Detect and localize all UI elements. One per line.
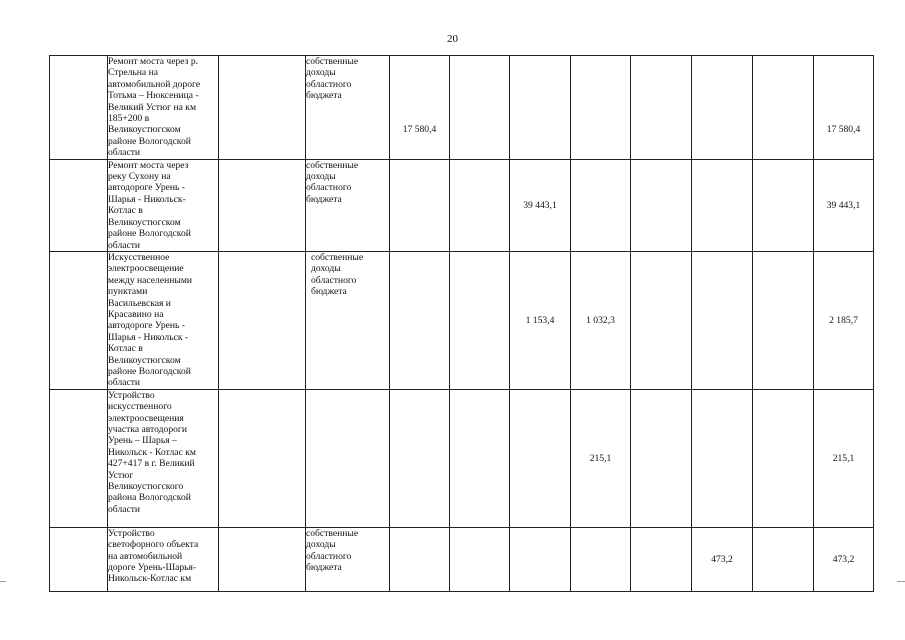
total-cell: 17 580,4 (814, 56, 874, 160)
value-cell: 1 153,4 (510, 251, 571, 389)
value-cell (510, 389, 571, 527)
page-number: 20 (447, 33, 458, 45)
empty-cell (219, 527, 306, 591)
value-cell (571, 56, 631, 160)
value-cell (692, 389, 753, 527)
value-cell (692, 251, 753, 389)
funding-source-cell: собственные доходы областного бюджета (306, 251, 390, 389)
value-cell (631, 527, 692, 591)
value-cell (571, 159, 631, 251)
value-cell (390, 389, 450, 527)
value-cell (631, 251, 692, 389)
total-cell: 473,2 (814, 527, 874, 591)
funding-source-cell: собственные доходы областного бюджета (306, 159, 390, 251)
scan-edge-mark-left (0, 581, 6, 582)
value-cell (753, 389, 814, 527)
index-cell (50, 389, 108, 527)
value-cell (390, 527, 450, 591)
table-row (50, 251, 874, 389)
empty-cell (219, 159, 306, 251)
total-cell: 39 443,1 (814, 159, 874, 251)
value-cell (692, 56, 753, 160)
empty-cell (219, 389, 306, 527)
object-name-cell: Устройство искусственного электроосвещения участка автодороги Урень – Шарья – Никольск - Котлас км 427+417 в г. Великий Устюг Великоустюгского района Вологодской области (108, 389, 219, 527)
value-cell: 473,2 (692, 527, 753, 591)
index-cell (50, 159, 108, 251)
object-name-cell: Ремонт моста через р. Стрельна на автомобильной дороге Тотьма – Нюксеница - Великий Устюг на км 185+200 в Великоустюгском районе Вологодской области (108, 56, 219, 160)
value-cell: 17 580,4 (390, 56, 450, 160)
value-cell (571, 527, 631, 591)
funding-source-cell (306, 389, 390, 527)
total-cell: 215,1 (814, 389, 874, 527)
object-name-cell: Искусственное электроосвещение между населенными пунктами Васильевская и Красавино на автодороге Урень - Шарья - Никольск - Котлас в Великоустюгском районе Вологодской области (108, 251, 219, 389)
object-name-cell: Ремонт моста через реку Сухону на автодороге Урень - Шарья - Никольск- Котлас в Великоустюгском районе Вологодской области (108, 159, 219, 251)
value-cell (753, 56, 814, 160)
empty-cell (219, 251, 306, 389)
value-cell (753, 159, 814, 251)
table-row (50, 159, 874, 251)
scan-edge-mark-right (897, 581, 905, 582)
funding-source-cell: собственные доходы областного бюджета (306, 527, 390, 591)
value-cell (450, 56, 510, 160)
value-cell (631, 56, 692, 160)
value-cell (390, 159, 450, 251)
value-cell (510, 527, 571, 591)
value-cell (450, 251, 510, 389)
index-cell (50, 251, 108, 389)
value-cell (450, 527, 510, 591)
object-name-cell: Устройство светофорного объекта на автомобильной дороге Урень-Шарья- Никольск-Котлас км (108, 527, 219, 591)
value-cell (753, 251, 814, 389)
value-cell (753, 527, 814, 591)
table-row (50, 527, 874, 591)
value-cell (631, 159, 692, 251)
table-row (50, 389, 874, 527)
value-cell (631, 389, 692, 527)
value-cell (450, 159, 510, 251)
index-cell (50, 527, 108, 591)
value-cell: 1 032,3 (571, 251, 631, 389)
total-cell: 2 185,7 (814, 251, 874, 389)
value-cell (692, 159, 753, 251)
funding-source-cell: собственные доходы областного бюджета (306, 56, 390, 160)
value-cell: 39 443,1 (510, 159, 571, 251)
value-cell (450, 389, 510, 527)
value-cell (390, 251, 450, 389)
empty-cell (219, 56, 306, 160)
budget-table (49, 55, 874, 592)
index-cell (50, 56, 108, 160)
value-cell: 215,1 (571, 389, 631, 527)
value-cell (510, 56, 571, 160)
table-row (50, 56, 874, 160)
